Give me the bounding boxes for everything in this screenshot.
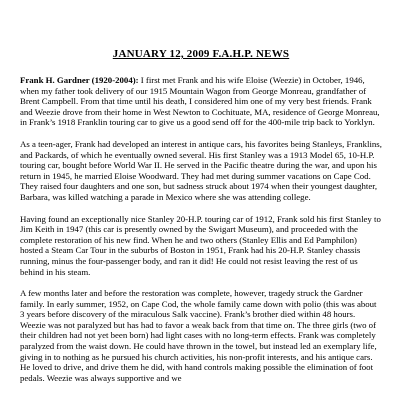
article-lead-name: Frank H. Gardner (1920-2004):	[20, 75, 139, 85]
article-paragraph: A few months later and before the restoration was complete, however, tragedy struck the Gardner family. In early summer, 1952, on Cape Cod, the whole family came down with polio (this was about 3 years before discovery of the miraculous Salk vaccine). Frank’s brother died within 48 hours. Weezie was not paralyzed but has had to favor a weak back from that time on. The three girls (two of their children had not yet been born) had light cases with no long-term effects. Frank was completely paralyzed from the waist down. He could have thrown in the towel, but instead led an exemplary life, giving in to nothing as he pursued his church activities, his non-profit interests, and his antique cars. He loved to drive, and drive them he did, with hand controls making possible the elimination of foot pedals. Weezie was always supportive and we	[20, 288, 377, 383]
article-paragraph-text: I first met Frank and his wife Eloise (Weezie) in October, 1946, when my father took delivery of our 1915 Mountain Wagon from George Monreau, grandfather of Brent Campbell. From that time until his death, I considered him one of my very best friends. Frank and Weezie drove from their home in West Newton to Cochituate, MA, residence of George Monreau, in Frank’s 1918 Franklin touring car to give us a good send off for the 400-mile trip back to Yorklyn.	[20, 75, 380, 128]
article-paragraph	[20, 75, 382, 128]
article-paragraph: Having found an exceptionally nice Stanley 20-H.P. touring car of 1912, Frank sold his first Stanley to Jim Keith in 1947 (this car is presently owned by the Swigart Museum), and proceeded with the complete restoration of his new find. When he and two others (Stanley Ellis and Ed Pamphilon) hosted a Steam Car Tour in the suburbs of Boston in 1951, Frank had his 20-H.P. Stanley chassis running, minus the four-passenger body, and ran it did! He could not resist leaving the rest of us behind in his steam.	[20, 213, 381, 277]
newsletter-headline: JANUARY 12, 2009 F.A.H.P. NEWS	[112, 48, 290, 60]
article-paragraph: As a teen-ager, Frank had developed an interest in antique cars, his favorites being Stanleys, Franklins, and Packards, of which he eventually owned several. His first Stanley was a 1913 Model 65, 10-H.P. touring car, bought before World War II. He served in the Pacific theatre during the war, and upon his return in 1945, he married Eloise Woodward. They had met during summer vacations on Cape Cod. They raised four daughters and one son, but sadness struck about 1974 when their youngest daughter, Barbara, was killed watching a parade in Mexico where she was attending college.	[20, 138, 382, 202]
